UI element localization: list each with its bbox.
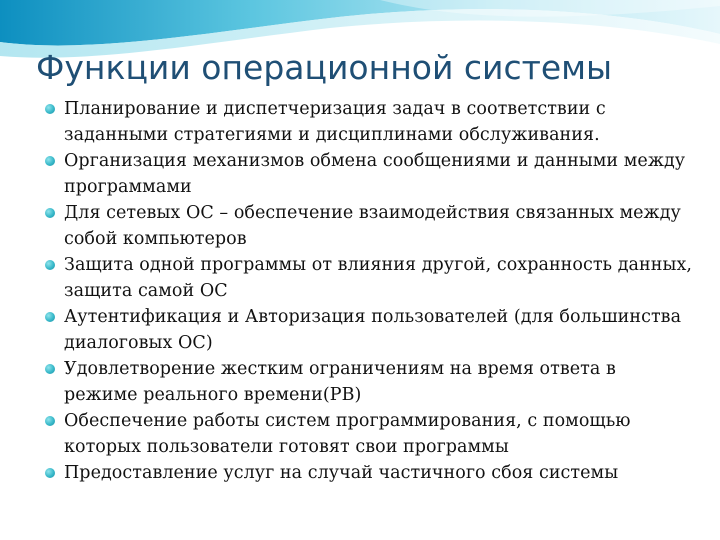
list-item — [44, 252, 694, 304]
bullet-text: Для сетевых ОС – обеспечение взаимодействия связанных между собой компьютеров — [64, 203, 681, 249]
bullet-text: Защита одной программы от влияния другой, сохранность данных, защита самой ОС — [64, 255, 692, 301]
list-item — [44, 200, 694, 252]
list-item — [44, 356, 694, 408]
list-item — [44, 460, 694, 486]
bullet-icon — [45, 468, 55, 478]
list-item — [44, 148, 694, 200]
bullet-icon — [45, 260, 55, 270]
list-item — [44, 408, 694, 460]
bullet-text: Обеспечение работы систем программирования, с помощью которых пользователи готовят свои программы — [64, 411, 631, 457]
bullet-icon — [45, 416, 55, 426]
bullet-icon — [45, 104, 55, 114]
list-item — [44, 96, 694, 148]
bullet-icon — [45, 364, 55, 374]
bullet-icon — [45, 312, 55, 322]
list-item — [44, 304, 694, 356]
bullet-icon — [45, 208, 55, 218]
bullet-list — [44, 96, 694, 486]
slide-title: Функции операционной системы — [36, 48, 613, 87]
bullet-text: Удовлетворение жестким ограничениям на время ответа в режиме реального времени(РВ) — [64, 359, 616, 405]
bullet-text: Организация механизмов обмена сообщениями и данными между программами — [64, 151, 686, 197]
bullet-text: Планирование и диспетчеризация задач в соответствии с заданными стратегиями и дисциплинами обслуживания. — [64, 99, 606, 145]
bullet-icon — [45, 156, 55, 166]
bullet-text: Предоставление услуг на случай частичного сбоя системы — [64, 463, 619, 483]
bullet-text: Аутентификация и Авторизация пользователей (для большинства диалоговых ОС) — [64, 307, 682, 353]
